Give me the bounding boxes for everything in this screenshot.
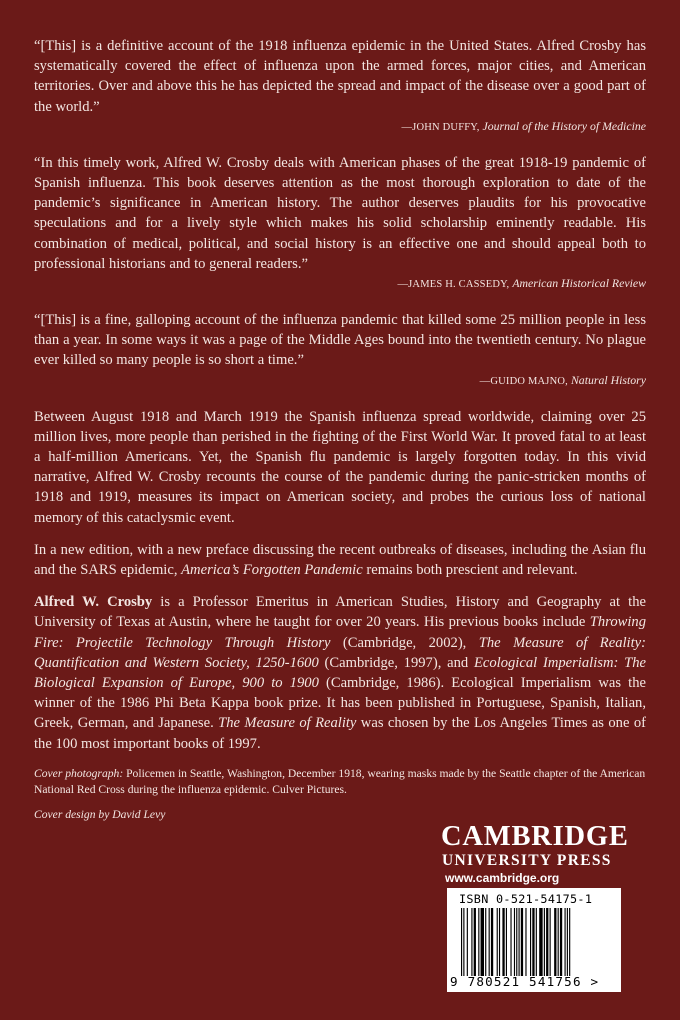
quote-author: —JAMES H. CASSEDY, bbox=[397, 279, 510, 291]
barcode-bar bbox=[516, 908, 517, 976]
barcode-bar bbox=[467, 908, 468, 976]
back-cover-text bbox=[34, 36, 646, 831]
review-quote-1 bbox=[34, 36, 646, 136]
quote-source: Journal of the History of Medicine bbox=[482, 118, 646, 133]
review-quote-2 bbox=[34, 153, 646, 293]
barcode-bar bbox=[569, 908, 570, 976]
barcode-bar bbox=[567, 908, 568, 976]
barcode-bar bbox=[554, 908, 556, 976]
barcode-bar bbox=[502, 908, 504, 976]
quote-author: —GUIDO MAJNO, bbox=[479, 375, 568, 387]
barcode-bar bbox=[546, 908, 548, 976]
barcode-bar bbox=[463, 908, 464, 976]
ean-digits: 9 780521 541756 > bbox=[450, 974, 600, 989]
barcode-bar bbox=[489, 908, 490, 976]
barcode-bar bbox=[485, 908, 486, 976]
barcode-bar bbox=[558, 908, 559, 976]
barcode-bar bbox=[514, 908, 515, 976]
quote-source: American Historical Review bbox=[512, 276, 646, 291]
publisher-name: CAMBRIDGE bbox=[441, 821, 629, 852]
review-quote-3 bbox=[34, 310, 646, 390]
quote-text: “[This] is a definitive account of the 1918 influenza epidemic in the United States. Alfred Crosby has systematically covered the effect of influenza upon the armed forces, major cities, and American territories. Over and above this he has depicted the spread and impact of the disease over a good part of the world.” bbox=[34, 38, 646, 115]
quote-attribution bbox=[34, 372, 646, 390]
barcode-bar bbox=[491, 908, 493, 976]
barcode-bar bbox=[565, 908, 566, 976]
author-name: Alfred W. Crosby bbox=[34, 594, 153, 611]
barcode-bar bbox=[478, 908, 479, 976]
barcode-bar bbox=[506, 908, 507, 976]
edition-paragraph: In a new edition, with a new preface discussing the recent outbreaks of diseases, including the Asian flu and the SARS epidemic, America’s Forgotten Pandemic remains both prescient and relevant. bbox=[34, 541, 646, 579]
barcode-bar bbox=[519, 908, 520, 976]
quote-attribution bbox=[34, 275, 646, 293]
quote-text: “[This] is a fine, galloping account of the influenza pandemic that killed some 25 million people in less than a year. In some ways it was a page of the Middle Ages bound into the twentieth century. No plague ever killed so many people is so short a time.” bbox=[34, 312, 646, 369]
description-paragraph: Between August 1918 and March 1919 the Spanish influenza spread worldwide, claiming over 25 million lives, more people than perished in the fighting of the First World War. It proved fatal to at least a half-million Americans. Yet, the Spanish flu pandemic is largely forgotten today. In this vivid narrative, Alfred W. Crosby recounts the course of the pandemic during the panic-stricken months of 1918 and 1919, measures its impact on American society, and probes the curious loss of national memory of this cataclysmic event. bbox=[34, 408, 646, 526]
barcode-bars bbox=[461, 908, 611, 976]
barcode-bar bbox=[544, 908, 545, 976]
barcode-bar bbox=[539, 908, 542, 976]
barcode-bar bbox=[525, 908, 526, 976]
quote-text: “In this timely work, Alfred W. Crosby deals with American phases of the great 1918-19 pandemic of Spanish influenza. This book deserves attention as the most thorough exploration to date of the pandemic’s significance in American history. The author deserves plaudits for his provocative speculations and for a lively style which makes his solid scholarship eminently readable. His combination of medical, political, and social history is an effective one and should appeal both to professional historians and to general readers.” bbox=[34, 154, 646, 272]
book-title: America’s Forgotten Pandemic bbox=[181, 562, 363, 579]
description bbox=[34, 407, 646, 754]
barcode-bar bbox=[474, 908, 476, 976]
barcode-bar bbox=[497, 908, 498, 976]
barcode-bar bbox=[481, 908, 484, 976]
barcode-bar bbox=[550, 908, 551, 976]
barcode-bar bbox=[530, 908, 531, 976]
barcode-bar bbox=[521, 908, 523, 976]
barcode bbox=[447, 888, 621, 992]
publisher-logo bbox=[441, 822, 631, 886]
barcode-bar bbox=[510, 908, 511, 976]
barcode-bar bbox=[560, 908, 562, 976]
isbn-label: ISBN 0-521-54175-1 bbox=[459, 892, 593, 906]
barcode-bar bbox=[499, 908, 500, 976]
publisher-url: www.cambridge.org bbox=[445, 871, 560, 885]
barcode-bar bbox=[461, 908, 462, 976]
barcode-bar bbox=[536, 908, 537, 976]
quote-author: —JOHN DUFFY, bbox=[401, 121, 480, 133]
barcode-bar bbox=[471, 908, 472, 976]
cover-design-credit: Cover design by David Levy bbox=[34, 807, 166, 821]
barcode-bar bbox=[532, 908, 534, 976]
quote-attribution bbox=[34, 118, 646, 136]
publisher-press: UNIVERSITY PRESS bbox=[442, 852, 612, 869]
author-bio: Alfred W. Crosby is a Professor Emeritus in American Studies, History and Geography at the University of Texas at Austin, where he taught for over 20 years. His previous books include Throwing Fire: Projectile Technology Through History (Cambridge, 2002), The Measure of Reality: Quantification and Western Society, 1250-1600 (Cambridge, 1997), and Ecological Imperialism: The Biological Expansion of Europe, 900 to 1900 (Cambridge, 1986). Ecological Imperialism was the winner of the 1986 Phi Beta Kappa book prize. It has been published in Portuguese, Spanish, Italian, Greek, German, and Japanese. The Measure of Reality was chosen by the Los Angeles Times as one of the 100 most important books of 1997. bbox=[34, 594, 646, 752]
quote-source: Natural History bbox=[570, 372, 646, 387]
cover-photo-credit: Cover photograph: Policemen in Seattle, Washington, December 1918, wearing masks made by the Seattle chapter of the American National Red Cross during the influenza epidemic. Culver Pictures. bbox=[34, 766, 646, 797]
